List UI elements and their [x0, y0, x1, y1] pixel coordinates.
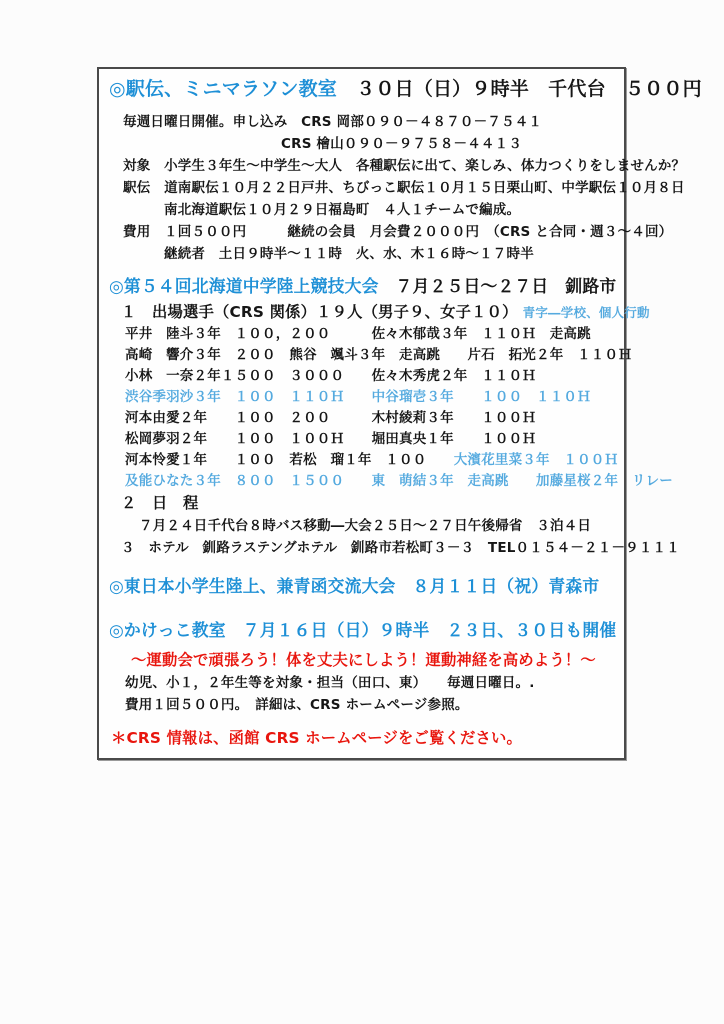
- text-segment: ◎駅伝、ミニマラソン教室: [109, 78, 337, 100]
- crs-info-footer: [109, 727, 614, 750]
- athlete-row: [109, 387, 614, 408]
- itinerary-line: [109, 515, 614, 537]
- ekiden-races-line1: [109, 177, 685, 199]
- ekiden-target-line: [109, 155, 686, 177]
- text-segment: ◎第５４回北海道中学陸上競技大会: [109, 276, 379, 296]
- text-segment: ～運動会で頑張ろう！体を丈夫にしよう！運動神経を高めよう！～: [131, 651, 596, 669]
- text-segment: 河本怜愛１年 １００ 若松 瑠１年 １００: [125, 452, 441, 468]
- ekiden-fee-line: [109, 221, 673, 243]
- athlete-row: [109, 324, 614, 345]
- text-segment: ２ 日 程: [121, 494, 199, 512]
- kakekko-fee-line: [109, 694, 614, 716]
- text-segment: 大濱花里菜３年 １００Ｈ: [440, 452, 619, 468]
- athlete-row: [109, 471, 673, 492]
- athlete-row: [109, 429, 614, 450]
- text-segment: ３ ホテル 釧路ラステングホテル 釧路市若松町３－３ TEL０１５４－２１－９１１１: [121, 540, 680, 556]
- text-segment: 平井 陸斗３年 １００，２００ 佐々木郁哉３年 １１０Ｈ 走高跳: [125, 326, 591, 342]
- participants-header: [109, 301, 650, 324]
- text-segment: １ 出場選手（CRS 関係）１９人（男子９、女子１０）: [121, 303, 510, 321]
- ekiden-class-title: [109, 75, 702, 104]
- ekiden-schedule-contact-line: [109, 111, 614, 133]
- track-meet-title: [109, 272, 617, 301]
- notice-border-box: [97, 67, 702, 760]
- text-segment: 駅伝 道南駅伝１０月２２日戸井、ちびっこ駅伝１０月１５日栗山町、中学駅伝１０月８日: [123, 180, 685, 196]
- kakekko-class-title: [109, 616, 617, 645]
- athlete-row: [109, 366, 614, 387]
- ekiden-continuing-line: [109, 243, 614, 265]
- text-segment: ７月２４日千代台８時バス移動―大会２５日～２７日午後帰省 ３泊４日: [139, 518, 592, 534]
- text-segment: 渋谷季羽沙３年 １００ １１０Ｈ 中谷瑠壱３年 １００ １１０Ｈ: [125, 389, 591, 405]
- text-segment: 費用 １回５００円 継続の会員 月会費２０００円 （CRS と合同・週３～４回）: [123, 224, 673, 240]
- text-segment: 幼児、小１，２年生等を対象・担当（田口、東） 毎週日曜日。.: [125, 675, 535, 691]
- text-segment: ＊CRS 情報は、函館 CRS ホームページをご覧ください。: [111, 729, 522, 747]
- text-segment: ３０日（日）９時半 千代台 ５００円: [336, 78, 702, 100]
- text-segment: 松岡夢羽２年 １００ １００Ｈ 堀田真央１年 １００Ｈ: [125, 431, 536, 447]
- text-segment: 高崎 響介３年 ２００ 熊谷 颯斗３年 走高跳 片石 拓光２年 １１０Ｈ: [125, 347, 632, 363]
- text-segment: 毎週日曜日開催。申し込み CRS 岡部０９０－４８７０－７５４１: [123, 114, 543, 130]
- itinerary-header: [109, 492, 614, 515]
- text-segment: 南北海道駅伝１０月２９日福島町 ４人１チームで編成。: [164, 202, 521, 218]
- text-segment: 河本由愛２年 １００ ２００ 木村綾莉３年 １００Ｈ: [125, 410, 536, 426]
- east-japan-meet-title: [109, 572, 614, 601]
- ekiden-contact2-line: [109, 133, 614, 155]
- text-segment: ◎東日本小学生陸上、兼青函交流大会 ８月１１日（祝）青森市: [109, 576, 600, 596]
- text-segment: 及能ひなた３年 ８００ １５００ 東 萌結３年 走高跳 加藤星桜２年 リレー: [125, 473, 673, 489]
- athlete-row: [109, 450, 619, 471]
- text-segment: 対象 小学生３年生～中学生～大人 各種駅伝に出て、楽しみ、体力つくりをしませんか？: [123, 158, 686, 174]
- text-segment: 青字―学校、個人行動: [509, 305, 650, 320]
- text-segment: 費用１回５００円。 詳細は、CRS ホームページ参照。: [125, 697, 469, 713]
- text-segment: CRS 檜山０９０－９７５８－４４１３: [281, 136, 523, 152]
- text-segment: ◎かけっこ教室 ７月１６日（日）９時半 ２３日、３０日も開催: [109, 620, 617, 640]
- text-segment: 継続者 土日９時半～１１時 火、水、木１６時～１７時半: [164, 246, 534, 262]
- kakekko-target-line: [109, 672, 614, 694]
- text-segment: 小林 一奈２年１５００ ３０００ 佐々木秀虎２年 １１０Ｈ: [125, 368, 536, 384]
- ekiden-races-line2: [109, 199, 614, 221]
- kakekko-slogan-line: [109, 649, 614, 672]
- athlete-row: [109, 345, 632, 366]
- text-segment: ７月２５日～２７日 釧路市: [378, 276, 617, 296]
- athlete-row: [109, 408, 614, 429]
- hotel-line: [109, 537, 680, 559]
